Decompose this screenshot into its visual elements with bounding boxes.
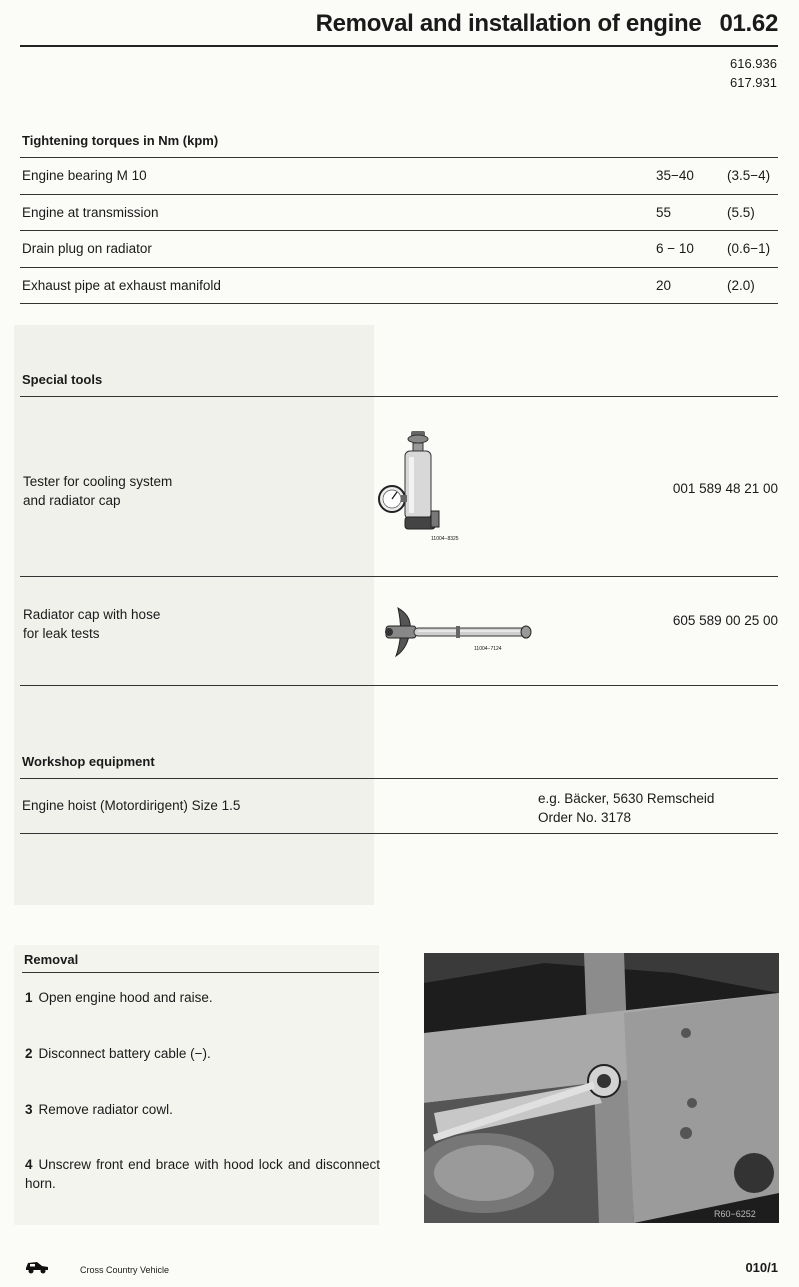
removal-step [25,988,380,1007]
torque-kpm: (5.5) [727,205,755,220]
tool-label-line: Radiator cap with hose [23,607,161,622]
workshop-rule-bottom [20,833,778,834]
step-number: 3 [25,1102,33,1117]
special-tools-rule [20,396,778,397]
special-tools-rule-bottom [20,685,778,686]
torque-row-divider [20,194,778,195]
supplier-line: Order No. 3178 [538,810,632,825]
tool-part-number: 605 589 00 25 00 [672,613,778,628]
tool-label-line: Tester for cooling system [23,474,173,489]
workshop-supplier [538,789,714,827]
torque-kpm: (3.5−4) [727,168,771,183]
removal-step [25,1044,380,1063]
torque-row-divider [20,230,778,231]
engine-bay-photo [424,953,779,1223]
torques-rule-top [20,157,778,158]
photo-code: R60−6252 [714,1209,756,1219]
tool-image-code: 11004−7124 [474,646,502,652]
torque-kpm: (0.6−1) [727,241,771,256]
workshop-item-label: Engine hoist (Motordirigent) Size 1.5 [22,798,241,813]
page-title-text: Removal and installation of engine [315,10,702,37]
torque-label: Drain plug on radiator [22,241,152,256]
torque-label: Engine at transmission [22,205,159,220]
step-text: Disconnect battery cable (−). [38,1046,211,1061]
page-number: 010/1 [745,1260,778,1275]
footer-vehicle-label: Cross Country Vehicle [80,1265,170,1275]
supplier-line: e.g. Bäcker, 5630 Remscheid [538,791,715,806]
torque-nm: 20 [656,278,672,293]
tool-label-line: and radiator cap [23,493,121,508]
radiator-cap-hose-image [378,600,538,665]
tool-image-code: 11004−8325 [431,536,459,542]
torque-label: Exhaust pipe at exhaust manifold [22,278,221,293]
removal-heading: Removal [24,952,79,967]
header-rule [20,45,778,47]
workshop-heading: Workshop equipment [22,754,155,769]
section-code: 01.62 [719,10,778,37]
workshop-rule-top [20,778,778,779]
step-text: Remove radiator cowl. [38,1102,173,1117]
torque-kpm: (2.0) [727,278,755,293]
model-number: 616.936 [730,56,777,71]
tool-label [23,472,172,510]
torques-heading: Tightening torques in Nm (kpm) [22,133,219,148]
suv-vehicle-icon [24,1260,50,1274]
special-tools-heading: Special tools [22,372,103,387]
step-text: Open engine hood and raise. [38,990,213,1005]
torque-label: Engine bearing M 10 [22,168,147,183]
torque-nm: 55 [656,205,672,220]
removal-step [25,1100,380,1119]
removal-rule [22,972,379,973]
removal-step [25,1155,380,1193]
torques-rule-bottom [20,303,778,304]
torque-nm: 6 − 10 [656,241,694,256]
engine-bay-illustration [424,953,779,1223]
model-number: 617.931 [730,75,777,90]
step-text: Unscrew front end brace with hood lock and disconnect horn. [25,1157,380,1191]
model-numbers [730,54,777,92]
cooling-system-tester-image [375,425,480,545]
torque-nm: 35−40 [656,168,694,183]
step-number: 2 [25,1046,33,1061]
page-title [316,10,778,38]
special-tools-divider [20,576,778,577]
tool-part-number: 001 589 48 21 00 [672,481,778,496]
torque-row-divider [20,267,778,268]
step-number: 1 [25,990,33,1005]
tool-label-line: for leak tests [23,626,100,641]
step-number: 4 [25,1157,33,1172]
tool-label [23,605,160,643]
